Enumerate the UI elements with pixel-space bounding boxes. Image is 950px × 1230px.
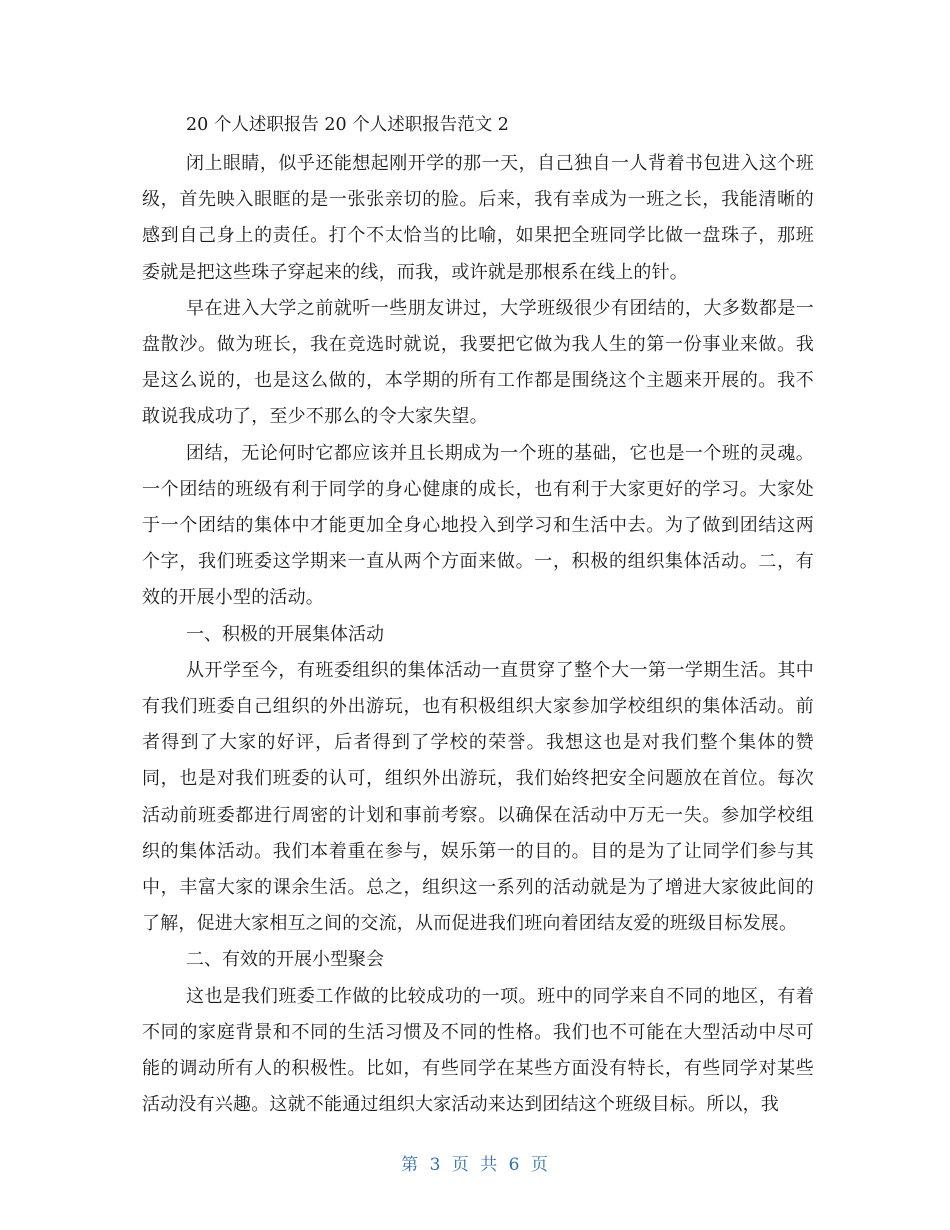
section-heading-1: 一、积极的开展集体活动 — [186, 623, 384, 645]
document-page — [142, 110, 814, 1123]
paragraph-5: 这也是我们班委工作做的比较成功的一项。班中的同学来自不同的地区，有着不同的家庭背景和不同的生活习惯及不同的性格。我们也不可能在大型活动中尽可能的调动所有人的积极性。比如，有些同学在某些方面没有特长，有些同学对某些活动没有兴趣。这就不能通过组织大家活动来达到团结这个班级目标。所以，我 — [142, 985, 814, 1116]
paragraph-1: 闭上眼睛，似乎还能想起刚开学的那一天，自己独自一人背着书包进入这个班级，首先映入眼眶的是一张张亲切的脸。后来，我有幸成为一班之长，我能清晰的感到自己身上的责任。打个不太恰当的比喻，如果把全班同学比做一盘珠子，那班委就是把这些珠子穿起来的线，而我，或许就是那根系在线上的针。 — [142, 153, 814, 283]
paragraph-2: 早在进入大学之前就听一些朋友讲过，大学班级很少有团结的，大多数都是一盘散沙。做为班长，我在竞选时就说，我要把它做为我人生的第一份事业来做。我是这么说的，也是这么做的，本学期的所有工作都是围绕这个主题来开展的。我不敢说我成功了，至少不那么的令大家失望。 — [142, 297, 814, 428]
section-heading-2: 二、有效的开展小型聚会 — [186, 949, 384, 971]
paragraph-4: 从开学至今，有班委组织的集体活动一直贯穿了整个大一第一学期生活。其中有我们班委自己组织的外出游玩，也有积极组织大家参加学校组织的集体活动。前者得到了大家的好评，后者得到了学校的荣誉。我想这也是对我们整个集体的赞同，也是对我们班委的认可，组织外出游玩，我们始终把安全问题放在首位。每次活动前班委都进行周密的计划和事前考察。以确保在活动中万无一失。参加学校组织的集体活动。我们本着重在参与，娱乐第一的目的。目的是为了让同学们参与其中，丰富大家的课余生活。总之，组织这一系列的活动就是为了增进大家彼此间的了解，促进大家相互之间的交流，从而促进我们班向着团结友爱的班级目标发展。 — [142, 659, 814, 935]
paragraph-3: 团结，无论何时它都应该并且长期成为一个班的基础，它也是一个班的灵魂。一个团结的班级有利于同学的身心健康的成长，也有利于大家更好的学习。大家处于一个团结的集体中才能更加全身心地投入到学习和生活中去。为了做到团结这两个字，我们班委这学期来一直从两个方面来做。一，积极的组织集体活动。二，有效的开展小型的活动。 — [142, 442, 814, 609]
document-title: 20 个人述职报告 20 个人述职报告范文 2 — [186, 115, 509, 135]
page-number-footer: 第 3 页 共 6 页 — [401, 1155, 549, 1175]
